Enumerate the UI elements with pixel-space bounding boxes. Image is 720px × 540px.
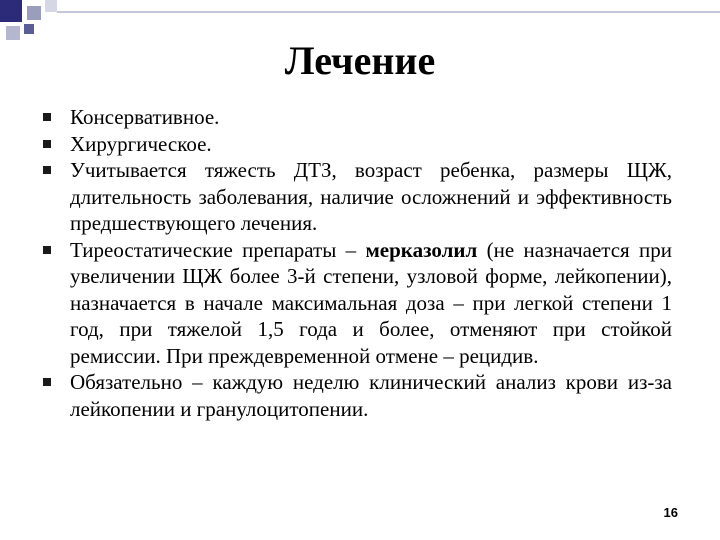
square-bullet-icon <box>43 166 51 174</box>
bullet-text: Учитывается тяжесть ДТЗ, возраст ребенка, размеры ЩЖ, длительность заболевания, наличие осложнений и эффективность предшествующего лечения. <box>70 158 672 235</box>
slide-title <box>0 38 720 84</box>
deco-square-dark <box>0 0 22 22</box>
square-bullet-icon <box>43 113 51 121</box>
drug-name-bold: мерказолил <box>365 237 478 262</box>
bullet-item <box>40 157 672 237</box>
page-number: 16 <box>663 505 678 520</box>
square-bullet-icon <box>43 378 51 386</box>
bullet-item <box>40 104 672 131</box>
bullet-item <box>40 131 672 158</box>
bullet-item <box>40 237 672 370</box>
bullet-list <box>40 104 672 422</box>
bullet-item <box>40 369 672 422</box>
deco-square-small <box>24 24 34 34</box>
deco-square-mid <box>27 6 41 20</box>
bullet-text-after: (не назначается при увеличении ЩЖ более 3-й степени, узловой форме, лейкопении), назначается в начале максимальная доза – при легкой степени 1 год, при тяжелой 1,5 года и более, отменяют при стойкой ремиссии. При преждевременной отмене – рецидив. <box>70 237 672 368</box>
square-bullet-icon <box>43 140 51 148</box>
bullet-text: Обязательно – каждую неделю клинический анализ крови из-за лейкопении и гранулоцитопении. <box>70 370 672 421</box>
slide-title-text: Лечение <box>284 38 436 83</box>
deco-top-line <box>57 11 720 13</box>
square-bullet-icon <box>43 246 51 254</box>
bullet-text: Хирургическое. <box>70 131 212 156</box>
bullet-text: Консервативное. <box>70 105 220 129</box>
deco-square-light <box>45 0 57 12</box>
bullet-text-before: Тиреостатические препараты – <box>70 237 366 262</box>
